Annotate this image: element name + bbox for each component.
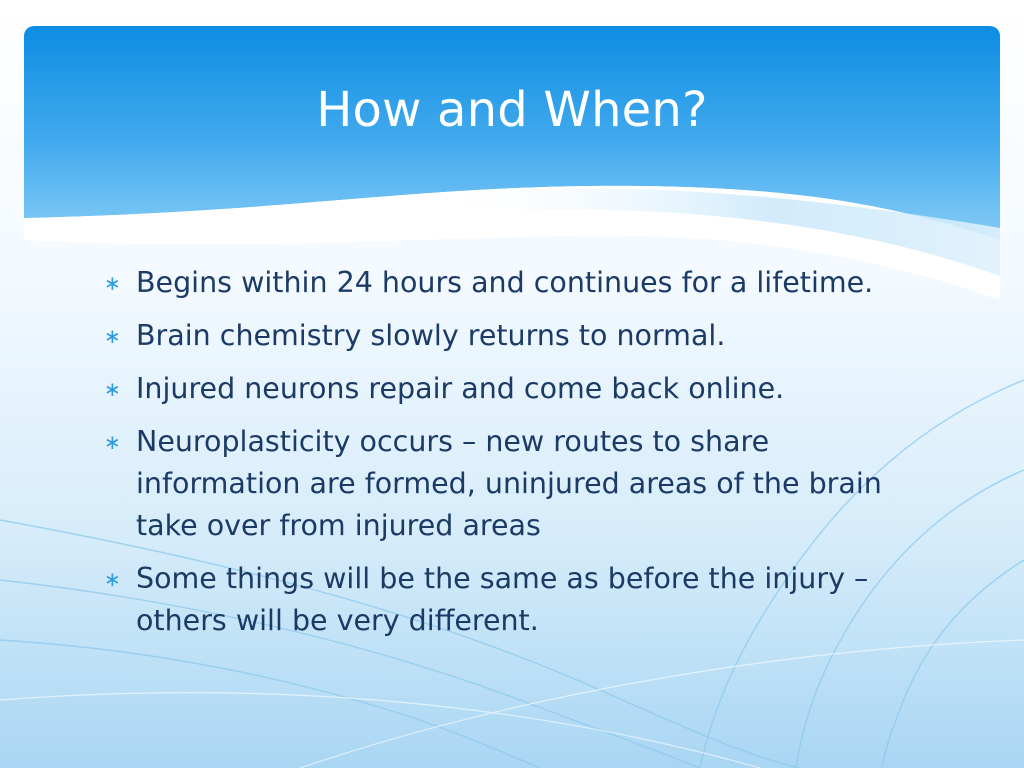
asterisk-bullet-icon: ∗ xyxy=(104,430,121,454)
slide-title: How and When? xyxy=(316,82,708,138)
bullet-text: Begins within 24 hours and continues for a lifetime. xyxy=(136,266,874,299)
bullet-item xyxy=(104,262,904,304)
asterisk-bullet-icon: ∗ xyxy=(104,271,121,295)
bullet-text: Injured neurons repair and come back online. xyxy=(136,372,785,405)
asterisk-bullet-icon: ∗ xyxy=(104,324,121,348)
asterisk-bullet-icon: ∗ xyxy=(104,567,121,591)
bullet-text: Brain chemistry slowly returns to normal. xyxy=(136,319,726,352)
bullet-item xyxy=(104,315,904,357)
bullet-list xyxy=(104,262,904,653)
bullet-item xyxy=(104,558,904,642)
bullet-text: Some things will be the same as before the injury – others will be very different. xyxy=(136,562,869,637)
bullet-item xyxy=(104,368,904,410)
bullet-text: Neuroplasticity occurs – new routes to share information are formed, uninjured areas of the brain take over from injured areas xyxy=(136,425,882,542)
asterisk-bullet-icon: ∗ xyxy=(104,377,121,401)
bullet-item xyxy=(104,421,904,547)
